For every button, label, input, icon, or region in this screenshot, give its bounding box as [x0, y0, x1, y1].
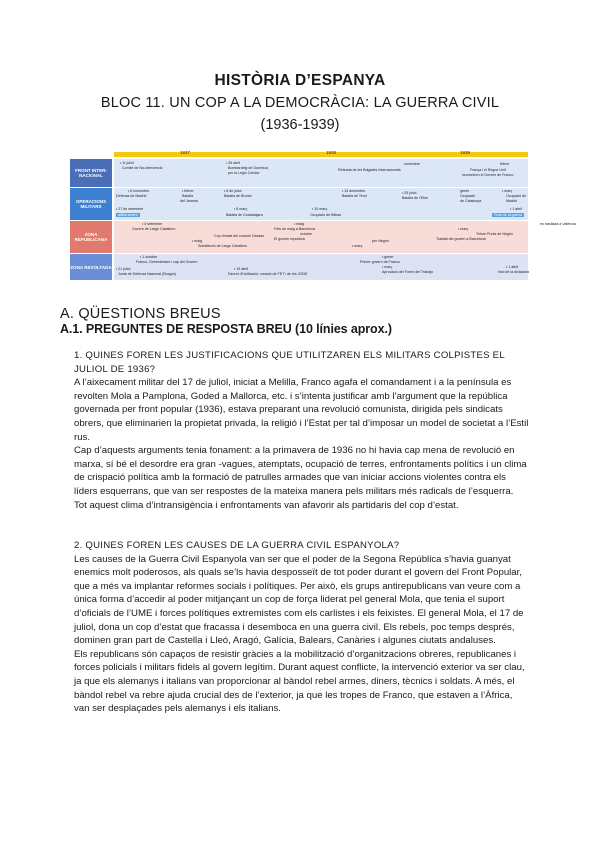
timeline-event: Madrid	[506, 199, 517, 203]
timeline-event: Inici de la dictadura	[498, 270, 529, 274]
civil-war-timeline	[70, 150, 576, 280]
timeline-event: Ocupació de Bilbao	[310, 213, 342, 217]
timeline-event: per la Legió Còndor	[228, 171, 260, 175]
timeline-event: octubre	[300, 232, 312, 236]
timeline-event: per Negrín	[372, 239, 389, 243]
timeline-event: • març	[458, 227, 469, 231]
question-block-2	[74, 539, 530, 716]
answer-paragraph: Tot aquest clima d’intransigència i enfrontaments van afavorir als partidaris del cop d’estat.	[74, 499, 459, 511]
timeline-event: Batalla de Terol	[342, 194, 367, 198]
timeline-event: Trasllat del govern a Barcelona	[436, 237, 486, 241]
timeline-event: Substitució de Largo Caballero	[198, 244, 248, 248]
timeline-event: • febrer	[182, 189, 194, 193]
timeline-event: • 25 juliol	[402, 191, 417, 195]
timeline-event: • 26 abril	[226, 161, 241, 165]
row-band	[114, 221, 576, 253]
timeline-event: • 21 juliol	[116, 267, 131, 271]
timeline-event: Govern de Largo Caballero	[132, 227, 176, 231]
row-label: ZONA REPUBLICANA	[70, 221, 112, 253]
year-label: 1938	[326, 150, 337, 155]
timeline-event: Bombardeig de Guernica	[228, 166, 268, 170]
timeline-event: • 27 de setembre	[116, 207, 144, 211]
timeline-event: Franco, Generalíssim i cap del Govern	[136, 260, 198, 264]
timeline-event: El govern republicà	[274, 237, 305, 241]
timeline-event: • gener	[382, 255, 394, 259]
timeline-row-zona-revoltada	[70, 254, 528, 280]
timeline-event: Ocupació de	[506, 194, 527, 198]
year-label: 1937	[180, 150, 191, 155]
section-heading: A. QÜESTIONS BREUS	[60, 306, 221, 322]
timeline-year-bar	[70, 152, 528, 158]
timeline-event: Primer govern de Franco	[360, 260, 400, 264]
timeline-event: Tretze Punts de Negrín	[476, 232, 514, 236]
document-subtitle: BLOC 11. UN COP A LA DEMOCRÀCIA: LA GUERRA CIVIL	[100, 95, 500, 111]
timeline-event: • 8 març	[234, 207, 248, 211]
row-label: ZONA REVOLTADA	[70, 254, 112, 280]
row-band	[114, 188, 528, 220]
timeline-event: • maig	[192, 239, 203, 243]
document-title: HISTÒRIA D’ESPANYA	[214, 72, 386, 89]
timeline-event: de Catalunya	[460, 199, 482, 203]
timeline-event: • març	[502, 189, 513, 193]
timeline-row-zona-republicana	[70, 221, 576, 253]
timeline-event: Ocupació	[460, 194, 476, 198]
timeline-event: França i el Regne Unit	[470, 168, 506, 172]
year-label: 1939	[460, 150, 471, 155]
timeline-event: Cop d’estat del coronel Casado	[214, 234, 265, 238]
row-label: FRONT INTER-NACIONAL	[70, 159, 112, 187]
timeline-event: • 1 octubre	[140, 255, 158, 259]
timeline-event-highlight: alliberament	[118, 213, 138, 217]
timeline-event: Batalla de l’Ebre	[402, 196, 429, 200]
document-dates: (1936-1939)	[260, 117, 340, 133]
timeline-event: Defensa de Madrid	[116, 194, 147, 198]
timeline-event: • març	[382, 265, 393, 269]
timeline-event: Batalla	[182, 194, 193, 198]
row-label: OPERACIONS MILITARS	[70, 188, 112, 220]
timeline-event: reconeixen el Govern de Franco	[462, 173, 514, 177]
timeline-event: Aprovació del Fuero del Trabajo	[382, 270, 433, 274]
timeline-event: • 1 abril	[506, 265, 519, 269]
answer-paragraph: Cap d’aquests arguments tenia fonament: a la primavera de 1936 no hi havia cap mena de revolució en marxa, sí bé el desordre era gran -vagues, atemptats, ocupació de terres, enfrontaments polítics i un clima de crispació política amb la formació de patrulles armades que van iniciar accions violentes contra els líders esquerrans, que van ser respostes de la mateixa manera pels militars més radicals de l’esquerra.	[74, 445, 527, 497]
timeline-event: • 15 desembre	[342, 189, 366, 193]
question-block-1	[74, 349, 530, 512]
timeline-row-front-internacional	[70, 159, 528, 187]
timeline-event: • 10 març	[312, 207, 328, 211]
timeline-event: Batalla de Brunet	[224, 194, 252, 198]
timeline-event: Comitè de No-intervenció	[122, 166, 163, 170]
timeline-event-highlight: Final de la guerra	[494, 213, 522, 217]
timeline-event: Batalla de Guadalajara	[226, 213, 263, 217]
answer-paragraph: Les causes de la Guerra Civil Espanyola van ser que el poder de la Segona República s’havia guanyat enemics molt poderosos, als quals se’ls havia desposseït de tot poder durant el govern del Front Popular, que a més va implantar reformes socials i polítiques. Per això, els grups antirepublicans van veure com a única forma d’accedir al poder mitjançant un cop de força liderat pel general Mola, que tenia el suport d’oficials de l’UME i forces polítiques extremistes com els carlistes i els feixistes. El general Mola, el 17 de juliol, dona un cop d’estat que fracassa i desemboca en una guerra civil. Els rebels, poc temps després, dominen gran part de Castella i Lleó, Aragó, Galícia, Balears, Canàries i algunes ciutats andaluses.	[74, 553, 524, 647]
timeline-event: • 1 abril	[510, 207, 523, 211]
timeline-event: gener	[460, 189, 470, 193]
timeline-event: Decret d’Unificació: creació de FET i de les JONS	[228, 272, 308, 276]
timeline-event: Retirada de les Brigades Internacionals	[338, 168, 401, 172]
row-band	[114, 254, 528, 280]
timeline-event: • 6 de juliol	[224, 189, 242, 193]
answer-paragraph: Els republicans són capaços de resistir gràcies a la mobilització d’organitzacions obreres, republicanes i forces policials i militars fidels al govern legítim. Durant aquest conflicte, la intervenció exterior va ser clau, ja que els alemanys i italians van proporcionar al bàndol rebel armes, diners, tècnics i soldats. A més, el bàndol rebel va rebre ajuda crucial des de l’exterior, ja que les tropes de Franco, que estaven a l’Àfrica, van ser desplaçades pels alemanys i els italians.	[74, 648, 525, 715]
timeline-event: es trasllada a València	[540, 222, 576, 226]
question-text: 2. QUINES FOREN LES CAUSES DE LA GUERRA CIVIL ESPANYOLA?	[74, 540, 400, 551]
timeline-event: • 1r juliol	[120, 161, 134, 165]
question-text: 1. QUINES FOREN LES JUSTIFICACIONS QUE UTILITZAREN ELS MILITARS COLPISTES EL JULIOL DE 1936?	[74, 350, 505, 375]
row-band	[114, 159, 528, 187]
timeline-event: • maig	[294, 222, 305, 226]
timeline-event: febrer	[500, 162, 510, 166]
timeline-event: del Jarama	[180, 199, 198, 203]
timeline-event: • 19 abril	[234, 267, 249, 271]
timeline-event: novembre	[404, 162, 420, 166]
timeline-row-operacions-militars	[70, 188, 528, 220]
timeline-event: Fets de maig a Barcelona	[274, 227, 315, 231]
answer-paragraph: A l’aixecament militar del 17 de juliol, iniciat a Melilla, Franco agafa el comandament i a la península es revolten Mola a Pamplona, Goded a Mallorca, etc. i s’intenta justificar amb l’argument que la república governada per front popular (1936), estava preparant una revolució comunista, dirigida pels sindicats obrers, que eliminarien la propietat privada, la religió i l’Estat per tal d’imposar un model de societat a l’Estil rus.	[74, 377, 529, 443]
subsection-heading: A.1. PREGUNTES DE RESPOSTA BREU (10 línies aprox.)	[60, 322, 392, 336]
timeline-event: • març	[352, 244, 363, 248]
timeline-event: Junta de Defensa Nacional (Burgos)	[118, 272, 176, 276]
timeline-event: • 6 novembre	[128, 189, 150, 193]
timeline-event: • 4 setembre	[142, 222, 163, 226]
